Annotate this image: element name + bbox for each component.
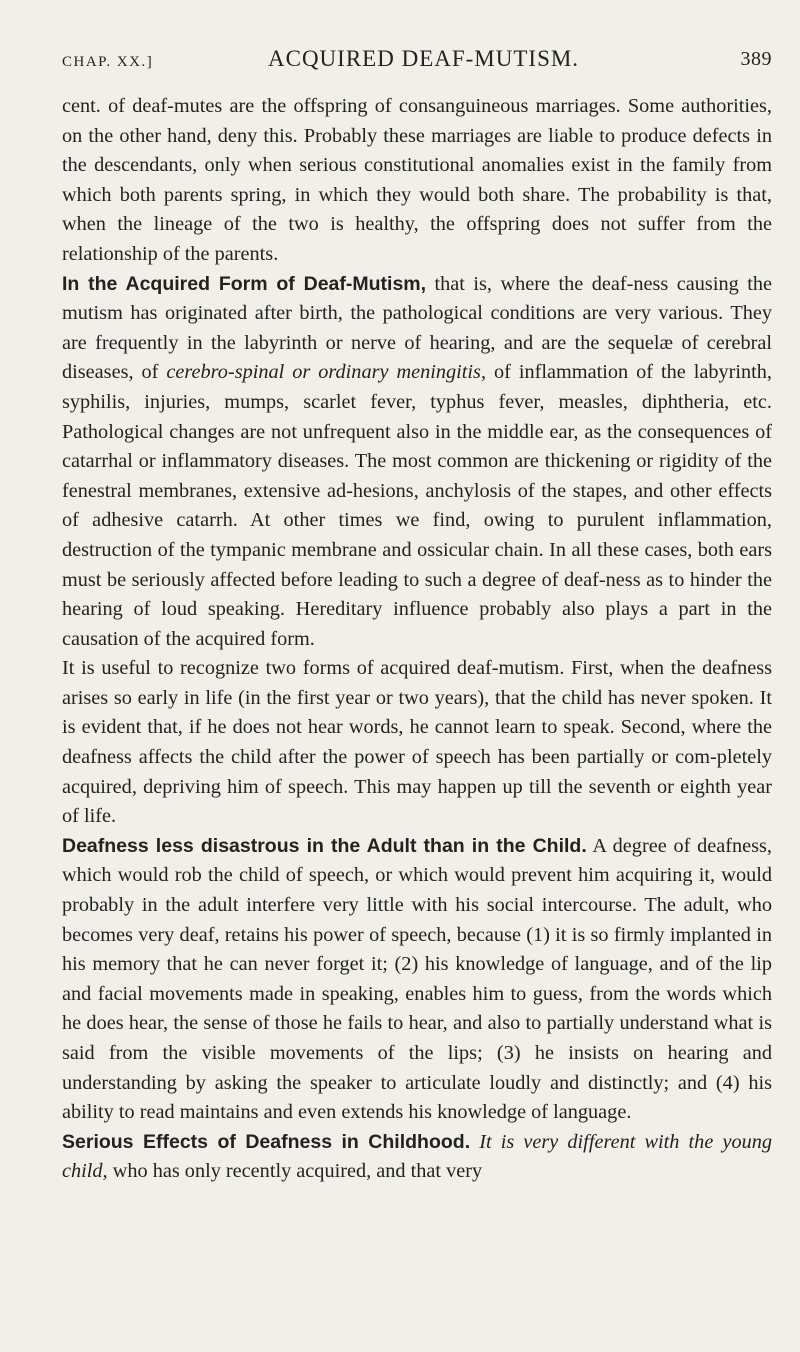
page-number: 389 — [740, 48, 772, 70]
paragraph: It is useful to recognize two forms of acquired deaf-mutism. First, when the deafness arises so early in life (in the first year or two years), that the child has never spoken. It is evident that, if he does not hear words, he cannot learn to speak. Second, where the deafness affects the child after the power of speech has been partially or com-pletely acquired, depriving him of speech. This may happen up till the seventh or eighth year of life. — [62, 657, 772, 828]
paragraph: Deafness less disastrous in the Adult than in the Child. A degree of deafness, which would rob the child of speech, or which would prevent him acquiring it, would probably in the adult interfere very little with his social intercourse. The adult, who becomes very deaf, retains his power of speech, because (1) it is so firmly implanted in his memory that he can never forget it; (2) his knowledge of language, and of the lip and facial movements made in speaking, enables him to guess, from the words which he does hear, the sense of those he fails to hear, and also to partially understand what is said from the visible movements of the lips; (3) he insists on hearing and understanding by asking the speaker to articulate loudly and distinctly; and (4) his ability to read maintains and even extends his knowledge of language. — [62, 834, 772, 1124]
paragraph: Serious Effects of Deafness in Childhood. It is very different with the young child, who has only recently acquired, and that very — [62, 1130, 773, 1183]
paragraph: cent. of deaf-mutes are the offspring of consanguineous marriages. Some authorities, on the other hand, deny this. Probably these marriages are liable to produce defects in the descendants, only when serious constitutional anomalies exist in the family from which both parents spring, in which they would both share. The probability is that, when the lineage of the two is healthy, the offspring does not suffer from the relationship of the parents. — [62, 95, 772, 265]
section-heading: Deafness less disastrous in the Adult than in the Child. — [62, 834, 587, 857]
paragraph: In the Acquired Form of Deaf-Mutism, that is, where the deaf-ness causing the mutism has originated after birth, the pathological conditions are very various. They are frequently in the labyrinth or nerve of hearing, and are the sequelæ of cerebral diseases, of cerebro-spinal or ordinary meningitis, of inflammation of the labyrinth, syphilis, injuries, mumps, scarlet fever, typhus fever, measles, diphtheria, etc. Pathological changes are not unfrequent also in the middle ear, as the consequences of catarrhal or inflammatory diseases. The most common are thickening or rigidity of the fenestral membranes, extensive ad-hesions, anchylosis of the stapes, and other effects of adhesive catarrh. At other times we find, owing to purulent inflammation, destruction of the tympanic membrane and ossicular chain. In all these cases, both ears must be seriously affected before leading to such a degree of deaf-ness as to hinder the hearing of loud speaking. Hereditary influence probably also plays a part in the causation of the acquired form. — [62, 272, 773, 650]
body-text — [62, 92, 772, 1187]
section-heading: Serious Effects of Deafness in Childhood. — [62, 1130, 471, 1153]
chapter-label: CHAP. XX.] — [62, 54, 154, 70]
section-heading: In the Acquired Form of Deaf-Mutism, — [62, 272, 427, 295]
running-header — [62, 46, 772, 86]
running-title: ACQUIRED DEAF-MUTISM. — [268, 46, 580, 71]
